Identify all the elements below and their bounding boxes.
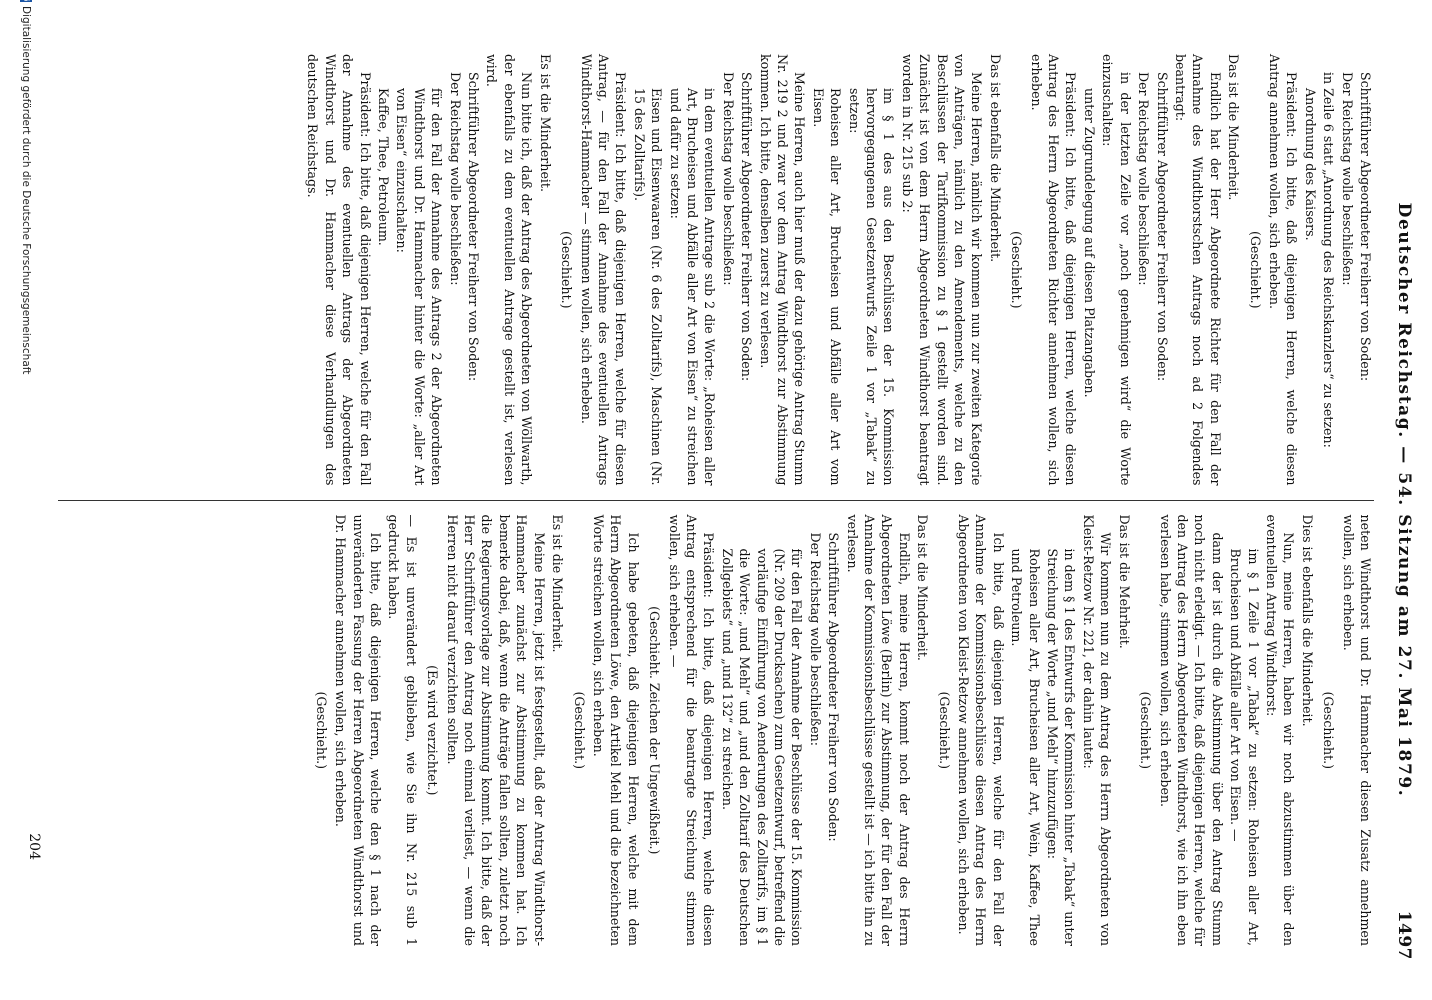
page-number: 1497: [1394, 910, 1414, 960]
paragraph: Roheisen aller Art, Brucheisen und Abfälle aller Art vom Eisen.: [810, 88, 844, 486]
paragraph: Es ist die Minderheit.: [550, 514, 566, 653]
paragraph: (Geschieht.): [1138, 691, 1154, 770]
paragraph: Schriftführer Abgeordneter Freiherr von Soden:: [826, 532, 842, 842]
paragraph: Das ist ebenfalls die Minderheit.: [987, 54, 1003, 263]
paragraph: Ich bitte, daß diejenigen Herren, welche für den Fall der Annahme der Kommissionsbeschlüsse diesen Antrag des Herrn Abgeordneten von Kleist-Retzow annehmen wollen, sich erheben.: [956, 514, 1006, 946]
dfg-logo-icon: [20, 0, 32, 2]
paragraph: (Geschieht.): [1009, 230, 1025, 309]
paragraph: Es ist die Minderheit.: [537, 54, 553, 192]
paragraph: dann der ist durch die Abstimmung über den Antrag Stumm noch nicht erledigt. — Ich bitte, daß diejenigen Herren, welche für den Antrag des Herrn Abgeordneten Windthorst, wie ich ihn eben verlesen habe, stimmen wollen, sich erheben.: [1157, 514, 1225, 946]
paragraph: (Geschieht.): [936, 691, 952, 770]
paragraph: Präsident: Ich bitte, daß diejenigen Herren, welche für diesen Antrag, — für den Fall der Annahme des eventuellen Antrags Windthorst-Hammacher — stimmen wollen, sich erheben.: [578, 54, 629, 486]
paragraph: Meine Herren, jetzt ist festgestellt, daß der Antrag Windthorst-Hammacher zunächst zur Abstimmung zu kommen hat. Ich bemerke dabei, daß, wenn die Anträge fallen sollten, zuletzt noch die Regierungsvorlage zur Abstimmung kommt. Ich bitte, daß der Herr Schriftführer den Antrag noch einmal verliest, — wenn die Herren nicht darauf verzichten sollten.: [444, 514, 547, 946]
paragraph: Präsident: Ich bitte, daß diejenigen Herren, welche diesen Antrag entsprechend für die beantragte Streichung stimmen wollen, sich erheben. —: [666, 514, 717, 946]
paragraph: Anordnung des Kaisers.: [1302, 88, 1318, 241]
right-column: [58, 500, 1374, 961]
paragraph: (Geschieht.): [1321, 691, 1337, 770]
paragraph: Präsident: Ich bitte, daß diejenigen Herren, welche diesen Antrag des Herrn Abgeordneten Richter annehmen wollen, sich erheben.: [1028, 54, 1079, 486]
paragraph: in Zeile 6 statt „Anordnung des Reichskanzlers“ zu setzen:: [1321, 72, 1337, 448]
paragraph: im § 1 Zeile 1 vor „Tabak“ zu setzen: Roheisen aller Art, Brucheisen und Abfälle aller Art von Eisen. —: [1228, 548, 1261, 946]
folio-number: 204: [26, 833, 42, 860]
paragraph: Endlich hat der Herr Abgeordnete Richter für den Fall der Annahme des Windthorstschen Antrags noch ad 2 Folgendes beantragt:: [1172, 54, 1223, 486]
paragraph: Ich habe gebeten, daß diejenigen Herren, welche mit dem Herrn Abgeordneten Löwe, den Artikel Mehl und die bezeichneten Worte streichen wollen, sich erheben.: [590, 514, 641, 946]
paragraph: (Geschieht.): [313, 691, 329, 770]
paragraph: Kaffee, Thee, Petroleum.: [376, 88, 392, 246]
left-column: [58, 40, 1374, 500]
paragraph: im § 1 des aus den Beschlüssen der 15. Kommission hervorgegangenen Gesetzentwurfs Zeile 1 vor „Tabak“ zu setzen:: [846, 88, 897, 486]
paragraph: (Geschieht.): [559, 230, 575, 309]
paragraph: Der Reichstag wolle beschließen:: [720, 72, 736, 286]
paragraph: Der Reichstag wolle beschließen:: [1339, 72, 1355, 286]
paragraph: — Es ist unverändert geblieben, wie Sie ihn Nr. 215 sub 1 gedruckt haben.: [386, 514, 419, 946]
paragraph: Dies ist ebenfalls die Minderheit.: [1299, 514, 1315, 727]
paragraph: Ich bitte, daß diejenigen Herren, welche den § 1 nach der unveränderten Fassung der Herren Abgeordneten Windthorst und Dr. Hammacher annehmen wollen, sich erheben.: [333, 514, 384, 946]
paragraph: Schriftführer Abgeordneter Freiherr von Soden:: [1154, 72, 1170, 382]
digitization-text: Digitalisierung gefördert durch die Deutsche Forschungsgemeinschaft: [20, 6, 32, 375]
paragraph: Das ist die Mehrheit.: [1116, 514, 1132, 649]
paragraph: Endlich, meine Herren, kommt noch der Antrag des Herrn Abgeordneten Löwe (Berlin) zur Abstimmung, der für den Fall der Annahme der Kommissionsbeschlüsse gestellt ist — ich bitte ihn zu verlesen.: [844, 514, 912, 946]
paragraph: Präsident: Ich bitte, daß diejenigen Herren, welche für den Fall der Annahme des eventuellen Antrags der Abgeordneten Windthorst und Dr. Hammacher diese Verhandlungen des deutschen Reichstags.: [305, 54, 373, 486]
paragraph: Der Reichstag wolle beschließen:: [447, 72, 463, 286]
paragraph: (Geschieht. Zeichen der Ungewißheit.): [647, 606, 663, 855]
paragraph: für den Fall der Annahme der Beschlüsse der 15. Kommission (Nr. 209 der Drucksachen) zum Gesetzentwurf, betreffend die vorläufige Einführung von Aenderungen des Zolltarifs, im § 1 die Worte: „und Mehl“ und „und den Zolltarif des Deutschen Zollgebiets“ und „und 132“ zu streichen.: [719, 548, 805, 946]
running-title: Deutscher Reichstag. — 54. Sitzung am 27. Mai 1879.: [1394, 202, 1414, 798]
paragraph: in der letzten Zeile vor „noch genehmigen wird“ die Worte einzuschalten:: [1100, 54, 1133, 486]
paragraph: Schriftführer Abgeordneter Freiherr von Soden:: [1358, 72, 1373, 382]
paragraph: Schriftführer Abgeordneter Freiherr von Soden:: [466, 72, 482, 382]
paragraph: (Es wird verzichtet.): [425, 665, 441, 796]
paragraph: Das ist die Minderheit.: [915, 514, 931, 661]
paragraph: Schriftführer Abgeordneter Freiherr von Soden:: [739, 72, 755, 382]
text-columns: [58, 40, 1374, 960]
paragraph: Nun, meine Herren, haben wir noch abzustimmen über den eventuellen Antrag Windthorst:: [1263, 514, 1297, 946]
paragraph: Wir kommen nun zu dem Antrag des Herrn Abgeordneten von Kleist-Retzow Nr. 221, der dahin lautet:: [1080, 514, 1114, 946]
paragraph: (Geschieht.): [571, 691, 587, 770]
digitization-note: [20, 0, 32, 374]
paragraph: Meine Herren, auch hier muß der dazu gehörige Antrag Stumm Nr. 219 2 und zwar vor dem Antrag Windthorst zur Abstimmung kommen. Ich bitte, denselben zuerst zu verlesen.: [757, 54, 808, 486]
paragraph: Nun bitte ich, daß der Antrag des Abgeordneten von Wöllwarth, der ebenfalls zu dem eventuellen Antrage gestellt ist, verlesen wird.: [484, 54, 535, 486]
paragraph: Der Reichstag wolle beschließen:: [807, 532, 823, 747]
page-header: [1384, 40, 1414, 960]
paragraph: in dem eventuellen Antrage sub 2 die Worte: „Roheisen aller Art, Brucheisen und Abfälle aller Art von Eisen“ zu streichen und dafür zu setzen:: [667, 88, 718, 486]
paragraph: Roheisen aller Art, Brucheisen aller Art, Wein, Kaffee, Thee und Petroleum.: [1009, 548, 1042, 946]
paragraph: Der Reichstag wolle beschließen:: [1136, 72, 1152, 286]
paragraph: für den Fall der Annahme des Antrags 2 der Abgeordneten Windthorst und Dr. Hammacher hinter die Worte: „aller Art von Eisen“ einzuschalten:: [394, 88, 445, 486]
paragraph: Das ist die Minderheit.: [1226, 54, 1242, 201]
paragraph: Präsident: Ich bitte, daß diejenigen Herren, welche diesen Antrag annehmen wollen, sich erheben.: [1266, 54, 1300, 486]
paragraph: neten Windthorst und Dr. Hammacher diesen Zusatz annehmen wollen, sich erheben.: [1340, 514, 1373, 946]
paragraph: unter Zugrundelegung auf diesen Platzangaben.: [1081, 88, 1097, 398]
paragraph: Meine Herren, nämlich wir kommen nun zur zweiten Kategorie von Anträgen, nämlich zu den Amendements, welche zu den Beschlüssen der Tarifkommission zu § 1 gestellt worden sind. Zunächst ist von dem Herrn Abgeordneten Windthorst beantragt worden in Nr. 215 sub 2:: [899, 54, 985, 486]
paragraph: (Geschieht.): [1247, 230, 1263, 309]
paragraph: in dem § 1 des Entwurfs der Kommission hinter „Tabak“ unter Streichung der Worte „und Mehl“ hinzuzufügen:: [1045, 548, 1078, 946]
paragraph: Eisen und Eisenwaaren (Nr. 6 des Zolltarifs), Maschinen (Nr. 15 des Zolltarifs).: [631, 88, 665, 486]
